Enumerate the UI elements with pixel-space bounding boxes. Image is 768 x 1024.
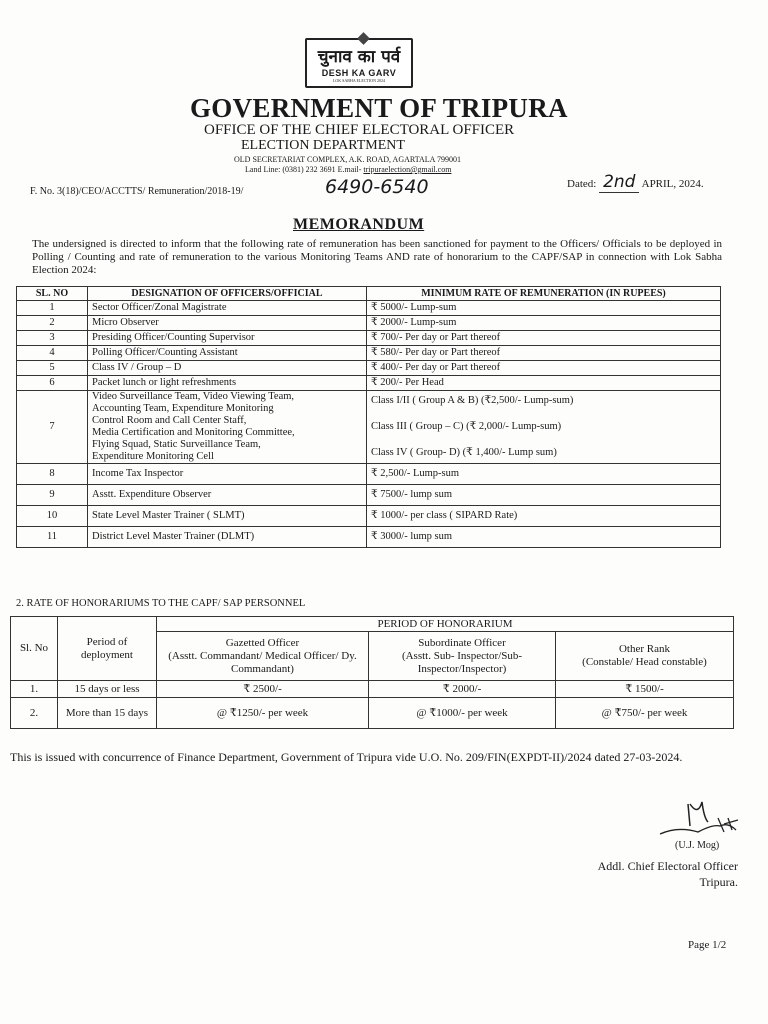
dated-suffix: APRIL, 2024. — [641, 178, 704, 190]
logo-sub: LOK SABHA ELECTION 2024 — [332, 78, 386, 83]
gazetted-title: Gazetted Officer — [225, 636, 300, 649]
class-rate-line: Class III ( Group – C) (₹ 2,000/- Lump-sum) — [371, 421, 562, 432]
sl-cell: 3 — [17, 331, 88, 346]
table-row — [17, 485, 721, 506]
sl-cell: 4 — [17, 346, 88, 361]
period-header: Period of deployment — [58, 617, 157, 681]
sl-cell: 2. — [11, 698, 58, 729]
subordinate-header — [369, 632, 556, 681]
contact-line — [245, 165, 451, 174]
designation-cell: Polling Officer/Counting Assistant — [88, 346, 367, 361]
honorarium-header: PERIOD OF HONORARIUM — [157, 617, 734, 632]
rate-cell: ₹ 7500/- lump sum — [367, 485, 721, 506]
signatory-name: (U.J. Mog) — [675, 840, 720, 851]
team-line: Expenditure Monitoring Cell — [92, 451, 214, 462]
rate-cell: ₹ 580/- Per day or Part thereof — [367, 346, 721, 361]
email-link[interactable]: tripuraelection@gmail.com — [363, 165, 452, 174]
file-number-handwritten: 6490-6540 — [325, 176, 429, 198]
team-line: Accounting Team, Expenditure Monitoring — [92, 403, 274, 414]
table-row — [17, 391, 721, 464]
team-line: Flying Squad, Static Surveillance Team, — [92, 439, 261, 450]
team-line: Video Surveillance Team, Video Viewing Team, — [92, 391, 295, 402]
table-row — [17, 527, 721, 548]
table-header-row — [17, 287, 721, 301]
designation-cell: Asstt. Expenditure Observer — [88, 485, 367, 506]
rate-cell: ₹ 2,500/- Lump-sum — [367, 464, 721, 485]
table-row — [17, 331, 721, 346]
subordinate-cell: ₹ 2000/- — [369, 681, 556, 698]
designation-cell: Packet lunch or light refreshments — [88, 376, 367, 391]
rate-cell: ₹ 400/- Per day or Part thereof — [367, 361, 721, 376]
designation-cell: Sector Officer/Zonal Magistrate — [88, 301, 367, 316]
table-row — [17, 316, 721, 331]
other-rank-cell: ₹ 1500/- — [556, 681, 734, 698]
class-rate-line: Class I/II ( Group A & B) (₹2,500/- Lump-sum) — [371, 395, 574, 406]
designation-cell — [88, 391, 367, 464]
table-row — [17, 346, 721, 361]
dated-label: Dated: — [567, 178, 597, 190]
government-title: GOVERNMENT OF TRIPURA — [190, 93, 568, 123]
memo-title: MEMORANDUM — [293, 216, 425, 233]
rate-cell: ₹ 2000/- Lump-sum — [367, 316, 721, 331]
designation-cell: District Level Master Trainer (DLMT) — [88, 527, 367, 548]
sl-cell: 11 — [17, 527, 88, 548]
period-cell: 15 days or less — [58, 681, 157, 698]
designation-cell: Income Tax Inspector — [88, 464, 367, 485]
class-rate-line: Class IV ( Group- D) (₹ 1,400/- Lump sum) — [371, 447, 557, 458]
remuneration-table — [16, 286, 721, 548]
other-rank-cell: @ ₹750/- per week — [556, 698, 734, 729]
dated-handwritten: 2nd — [599, 172, 639, 193]
file-number: F. No. 3(18)/CEO/ACCTTS/ Remuneration/2018-19/ — [30, 186, 244, 197]
rate-cell: ₹ 200/- Per Head — [367, 376, 721, 391]
rate-cell: ₹ 700/- Per day or Part thereof — [367, 331, 721, 346]
sl-cell: 10 — [17, 506, 88, 527]
honorarium-table — [10, 616, 734, 729]
sl-cell: 1 — [17, 301, 88, 316]
designation-cell: Presiding Officer/Counting Supervisor — [88, 331, 367, 346]
sl-cell: 9 — [17, 485, 88, 506]
other-rank-header — [556, 632, 734, 681]
sl-cell: 8 — [17, 464, 88, 485]
date-line — [567, 172, 704, 192]
other-rank-title: Other Rank — [618, 643, 670, 655]
logo-english: DESH KA GARV — [321, 68, 397, 78]
sl-cell: 7 — [17, 391, 88, 464]
designation-cell: State Level Master Trainer ( SLMT) — [88, 506, 367, 527]
section-2-title: 2. RATE OF HONORARIUMS TO THE CAPF/ SAP PERSONNEL — [16, 598, 306, 609]
signatory-place: Tripura. — [699, 875, 738, 889]
rate-cell — [367, 391, 721, 464]
election-logo — [305, 38, 413, 88]
team-line: Media Certification and Monitoring Committee, — [92, 427, 295, 438]
sl-header: Sl. No — [11, 617, 58, 681]
sl-cell: 2 — [17, 316, 88, 331]
logo-hindi: चुनाव का पर्व — [317, 47, 401, 67]
rate-cell: ₹ 1000/- per class ( SIPARD Rate) — [367, 506, 721, 527]
rate-header: MINIMUM RATE OF REMUNERATION (IN RUPEES) — [367, 287, 721, 301]
team-line: Control Room and Call Center Staff, — [92, 415, 247, 426]
table-header-row — [11, 617, 734, 632]
signatory-block — [568, 858, 738, 890]
designation-cell: Class IV / Group – D — [88, 361, 367, 376]
designation-header: DESIGNATION OF OFFICERS/OFFICIAL — [88, 287, 367, 301]
concurrence-note: This is issued with concurrence of Finance Department, Government of Tripura vide U.O. No. 209/FIN(EXPDT-II)/2024 dated 27-03-2024. — [10, 750, 683, 764]
office-title: OFFICE OF THE CHIEF ELECTORAL OFFICER — [204, 122, 515, 138]
gazetted-cell: ₹ 2500/- — [157, 681, 369, 698]
table-row — [11, 698, 734, 729]
subordinate-cell: @ ₹1000/- per week — [369, 698, 556, 729]
other-rank-sub: (Constable/ Head constable) — [582, 656, 707, 668]
gazetted-sub: (Asstt. Commandant/ Medical Officer/ Dy. Commandant) — [168, 649, 357, 675]
ballot-icon — [357, 32, 370, 45]
subordinate-title: Subordinate Officer — [418, 636, 506, 649]
landline: Land Line: (0381) 232 3691 E.mail- — [245, 165, 362, 174]
sl-cell: 6 — [17, 376, 88, 391]
table-row — [17, 464, 721, 485]
table-row — [17, 376, 721, 391]
sl-cell: 1. — [11, 681, 58, 698]
designation-cell: Micro Observer — [88, 316, 367, 331]
table-row — [17, 301, 721, 316]
rate-cell: ₹ 3000/- lump sum — [367, 527, 721, 548]
page-number: Page 1/2 — [688, 939, 727, 951]
sl-no-header: SL. NO — [17, 287, 88, 301]
rate-cell: ₹ 5000/- Lump-sum — [367, 301, 721, 316]
gazetted-header — [157, 632, 369, 681]
table-row — [17, 361, 721, 376]
subordinate-sub: (Asstt. Sub- Inspector/Sub-Inspector/Inspector) — [401, 649, 523, 675]
table-row — [17, 506, 721, 527]
period-cell: More than 15 days — [58, 698, 157, 729]
gazetted-cell: @ ₹1250/- per week — [157, 698, 369, 729]
table-row — [11, 681, 734, 698]
signatory-designation: Addl. Chief Electoral Officer — [597, 859, 738, 873]
office-address: OLD SECRETARIAT COMPLEX, A.K. ROAD, AGARTALA 799001 — [234, 155, 461, 164]
department-title: ELECTION DEPARTMENT — [241, 138, 405, 153]
sl-cell: 5 — [17, 361, 88, 376]
intro-paragraph: The undersigned is directed to inform that the following rate of remuneration has been sanctioned for payment to the Officers/ Officials to be deployed in Polling / Counting and rate of remuneration to the various Monitoring Teams AND rate of honorarium to the CAPF/SAP in connection with Lok Sabha Election 2024: — [32, 238, 722, 276]
